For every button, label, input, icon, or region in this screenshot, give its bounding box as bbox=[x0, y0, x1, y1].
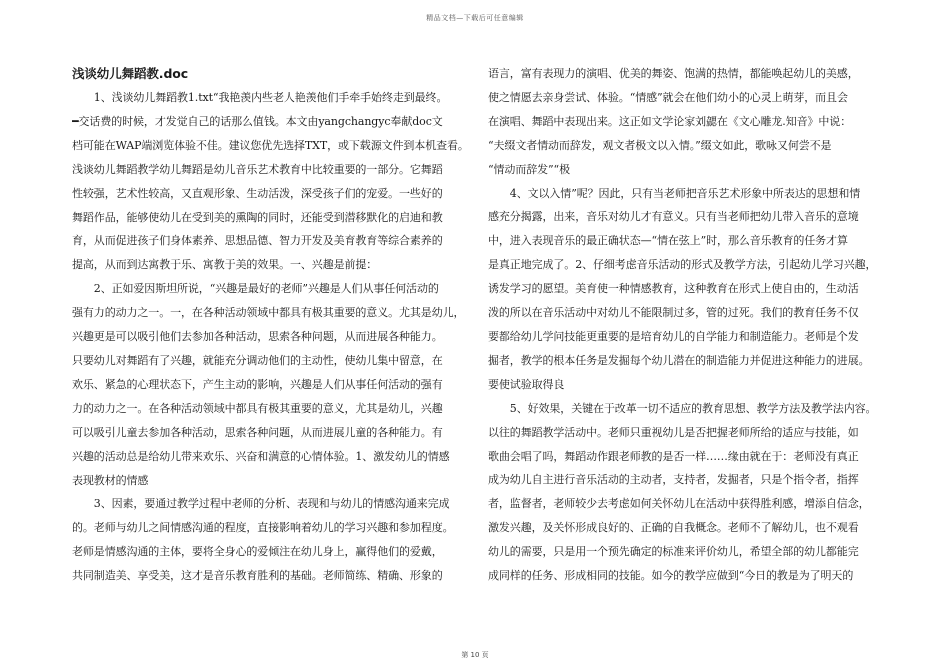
left-column-body bbox=[72, 86, 492, 588]
text-line: 欢乐、紧急的心理状态下，产生主动的影响，兴趣是人们从事任何活动的强有 bbox=[72, 377, 443, 391]
text-line: 共同制造美、享受美，这才是音乐教育胜利的基础。老师简练、精确、形象的 bbox=[72, 569, 443, 583]
text-line: 诱发学习的愿望。美育使一种情感教育，这种教育在形式上使自由的，生动活 bbox=[488, 282, 859, 296]
text-line: ━交话费的时候，才发觉自己的话那么值钱。本文由yangchangyc奉献doc文 bbox=[72, 114, 443, 128]
left-column bbox=[72, 62, 492, 588]
text-line: 的。老师与幼儿之间情感沟通的程度，直接影响着幼儿的学习兴趣和参加程度。 bbox=[72, 521, 454, 535]
text-line: 成同样的任务、形成相同的技能。如今的教学应做到“今日的教是为了明天的 bbox=[488, 569, 854, 583]
text-line: 以往的舞蹈教学活动中。老师只重视幼儿是否把握老师所给的适应与技能，如 bbox=[488, 425, 859, 439]
text-line: 提高，从而到达寓教于乐、寓教于美的效果。一、兴趣是前提： bbox=[72, 258, 378, 272]
text-line: 舞蹈作品，能够使幼儿在受到美的熏陶的同时，还能受到潜移默化的启迪和教 bbox=[72, 210, 443, 224]
text-line: 语言，富有表现力的演唱、优美的舞姿、饱满的热情，都能唤起幼儿的美感， bbox=[488, 67, 859, 80]
text-line: 育，从而促进孩子们身体素养、思想品德、智力开发及美育教育等综合素养的 bbox=[72, 234, 443, 248]
text-line: 表现教材的情感 bbox=[72, 473, 149, 487]
text-line: 1、浅谈幼儿舞蹈教1.txt“我艳羡内些老人艳羡他们手牵手始终走到最终。 bbox=[72, 91, 448, 104]
text-line: 档可能在WAP端浏览体验不佳。建议您优先选择TXT，或下载源文件到本机查看。 bbox=[72, 138, 469, 152]
text-line: 5、好效果，关键在于改革一切不适应的教育思想、教学方法及教学法内容。 bbox=[488, 401, 877, 415]
text-line: 成为幼儿自主进行音乐活动的主动者，支持者，发掘者，只是个指令者，指挥 bbox=[488, 473, 859, 487]
text-line: 泼的所以在音乐活动中对幼儿不能限制过多，管的过死。我们的教育任务不仅 bbox=[488, 306, 859, 320]
text-line: 兴趣的活动总是给幼儿带来欢乐、兴奋和满意的心情体验。1、激发幼儿的情感 bbox=[72, 449, 450, 463]
text-line: 性较强，艺术性较高，又直观形象、生动活泼，深受孩子们的宠爱。一些好的 bbox=[72, 186, 443, 200]
text-line: 老师是情感沟通的主体，要将全身心的爱倾注在幼儿身上，赢得他们的爱戴， bbox=[72, 545, 443, 559]
text-line: 中，进入表现音乐的最正确状态—“情在弦上”时，那么音乐教育的任务才算 bbox=[488, 234, 848, 248]
text-line: 浅谈幼儿舞蹈教学幼儿舞蹈是幼儿音乐艺术教育中比较重要的一部分。它舞蹈 bbox=[72, 162, 443, 176]
text-line: 激发兴趣，及关怀形成良好的、正确的自我概念。老师不了解幼儿，也不观看 bbox=[488, 521, 859, 535]
text-line: 可以吸引儿童去参加各种活动，思索各种问题，从而进展儿童的各种能力。有 bbox=[72, 425, 443, 439]
text-line: 是真正地完成了。2、仔细考虑音乐活动的形式及教学方法，引起幼儿学习兴趣， bbox=[488, 258, 877, 272]
text-line: 要使试验取得良 bbox=[488, 377, 565, 391]
text-line: 只要幼儿对舞蹈有了兴趣，就能充分调动他们的主动性，使幼儿集中留意，在 bbox=[72, 353, 443, 367]
text-line: 兴趣更是可以吸引他们去参加各种活动，思索各种问题，从而进展各种能力。 bbox=[72, 330, 443, 344]
text-line: 力的动力之一。在各种活动领域中都具有极其重要的意义，尤其是幼儿，兴趣 bbox=[72, 401, 443, 415]
text-line: 幼儿的需要，只是用一个预先确定的标准来评价幼儿，希望全部的幼儿都能完 bbox=[488, 545, 859, 559]
text-line: 掘者，教学的根本任务是发掘每个幼儿潜在的制造能力并促进这种能力的进展。 bbox=[488, 353, 870, 367]
text-line: 2、正如爱因斯坦所说，“兴趣是最好的老师”兴趣是人们从事任何活动的 bbox=[72, 282, 439, 296]
text-line: 歌曲会唱了吗，舞蹈动作跟老师教的是否一样……缘由就在于：老师没有真正 bbox=[488, 449, 859, 463]
right-column-body bbox=[488, 62, 880, 588]
page-header: 精品文档—下载后可任意编辑 bbox=[426, 14, 524, 22]
text-line: 要都给幼儿学问技能更重要的是培育幼儿的自学能力和制造能力。老师是个发 bbox=[488, 329, 859, 343]
text-line: 者，监督者，老师较少去考虑如何关怀幼儿在活动中获得胜利感，增添自信念， bbox=[488, 497, 870, 511]
document-title: 浅谈幼儿舞蹈教.doc bbox=[72, 66, 189, 81]
text-line: 4、文以入情”呢？因此，只有当老师把音乐艺术形象中所表达的思想和情 bbox=[488, 186, 861, 200]
text-line: 3、因素，要通过教学过程中老师的分析、表现和与幼儿的情感沟通来完成 bbox=[72, 497, 450, 511]
text-line: “情动而辞发”“极 bbox=[488, 162, 570, 176]
right-column bbox=[488, 62, 880, 588]
text-line: 强有力的动力之一。一，在各种活动领域中都具有极其重要的意义。尤其是幼儿， bbox=[72, 306, 465, 320]
text-line: “夫缀文者情动而辞发，观文者极文以入情。”缀文如此，歌咏又何尝不是 bbox=[488, 138, 832, 152]
page-number: 第 10 页 bbox=[461, 651, 489, 659]
text-line: 感充分揭露，出来，音乐对幼儿才有意义。只有当老师把幼儿带入音乐的意境 bbox=[488, 210, 859, 224]
text-line: 使之情愿去亲身尝试、体验。“情感”就会在他们幼小的心灵上萌芽，而且会 bbox=[488, 90, 848, 104]
text-line: 在演唱、舞蹈中表现出来。这正如文学论家刘勰在《文心雕龙.知音》中说： bbox=[488, 114, 852, 128]
